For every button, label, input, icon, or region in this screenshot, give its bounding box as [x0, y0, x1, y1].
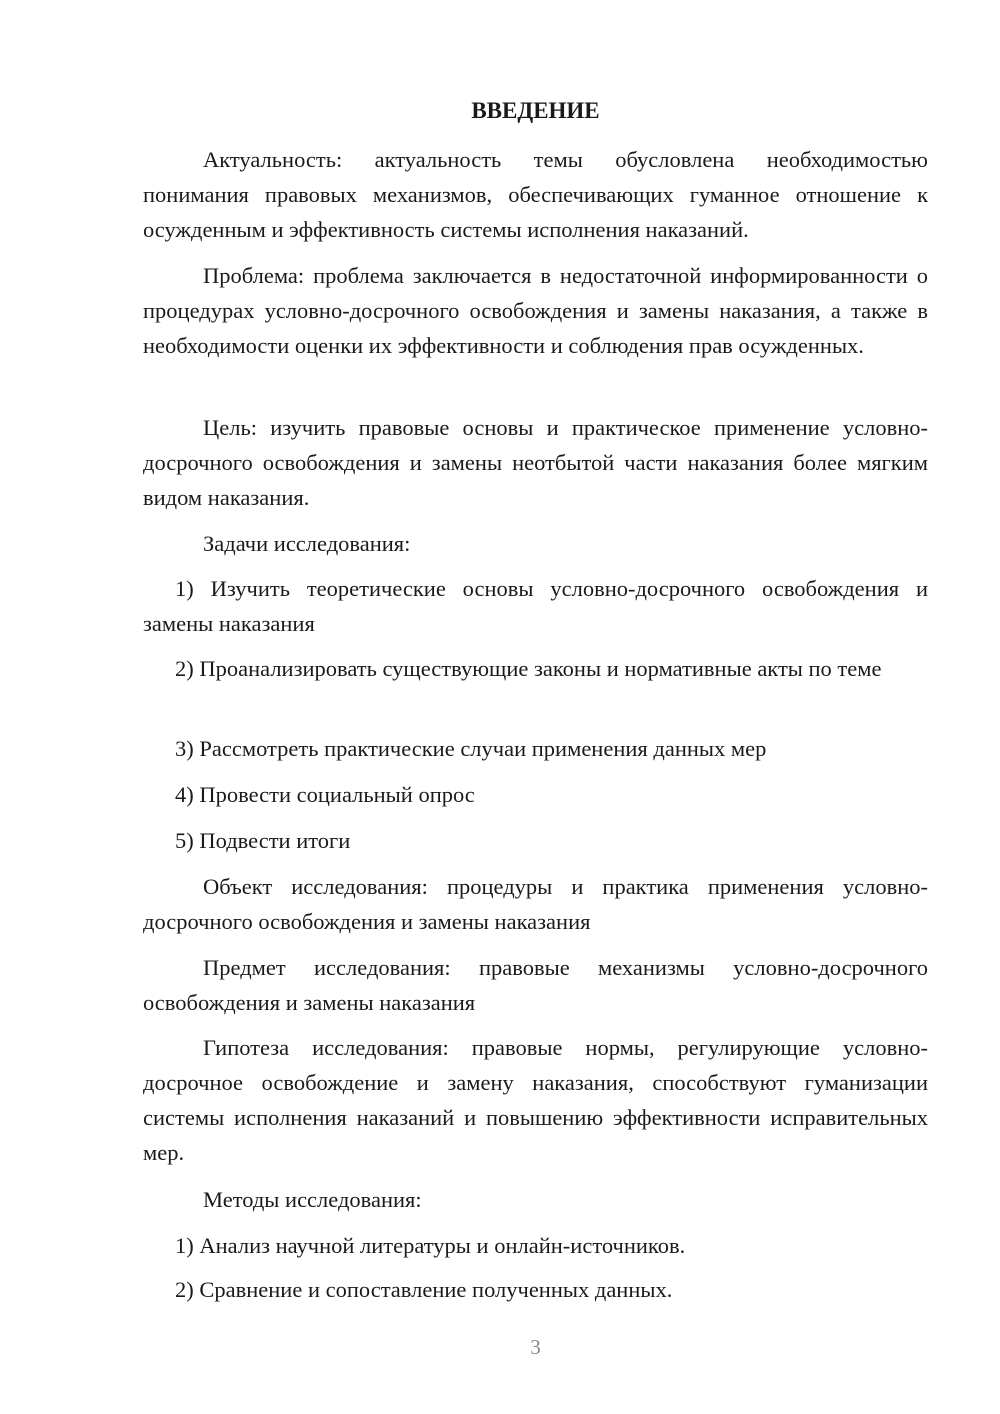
method-item-2: 2) Сравнение и сопоставление полученных данных.	[175, 1277, 673, 1302]
page-number: 3	[530, 1335, 541, 1359]
task-item-3: 3) Рассмотреть практические случаи применения данных мер	[175, 736, 767, 761]
problem-paragraph: Проблема: проблема заключается в недостаточной информированности о процедурах условно-досрочного освобождения и замены наказания, а также в необходимости оценки их эффективности и соблюдения прав осужденных.	[143, 263, 928, 358]
tasks-heading: Задачи исследования:	[203, 531, 411, 556]
task-item-5: 5) Подвести итоги	[175, 828, 351, 853]
object-paragraph: Объект исследования: процедуры и практика применения условно-досрочного освобождения и замены наказания	[143, 874, 928, 934]
document-page	[143, 0, 928, 1414]
relevance-paragraph: Актуальность: актуальность темы обусловлена необходимостью понимания правовых механизмов, обеспечивающих гуманное отношение к осужденным и эффективность системы исполнения наказаний.	[143, 147, 928, 242]
task-item-4: 4) Провести социальный опрос	[175, 782, 475, 807]
section-heading: ВВЕДЕНИЕ	[471, 98, 600, 123]
task-item-1: 1) Изучить теоретические основы условно-досрочного освобождения и замены наказания	[143, 576, 928, 636]
methods-heading: Методы исследования:	[203, 1187, 422, 1212]
method-item-1: 1) Анализ научной литературы и онлайн-источников.	[175, 1233, 686, 1258]
hypothesis-paragraph: Гипотеза исследования: правовые нормы, регулирующие условно-досрочное освобождение и замену наказания, способствуют гуманизации системы исполнения наказаний и повышению эффективности исправительных мер.	[143, 1035, 928, 1165]
subject-paragraph: Предмет исследования: правовые механизмы условно-досрочного освобождения и замены наказания	[143, 955, 928, 1015]
task-item-2: 2) Проанализировать существующие законы и нормативные акты по теме	[175, 656, 882, 681]
goal-paragraph: Цель: изучить правовые основы и практическое применение условно-досрочного освобождения и замены неотбытой части наказания более мягким видом наказания.	[143, 415, 928, 510]
